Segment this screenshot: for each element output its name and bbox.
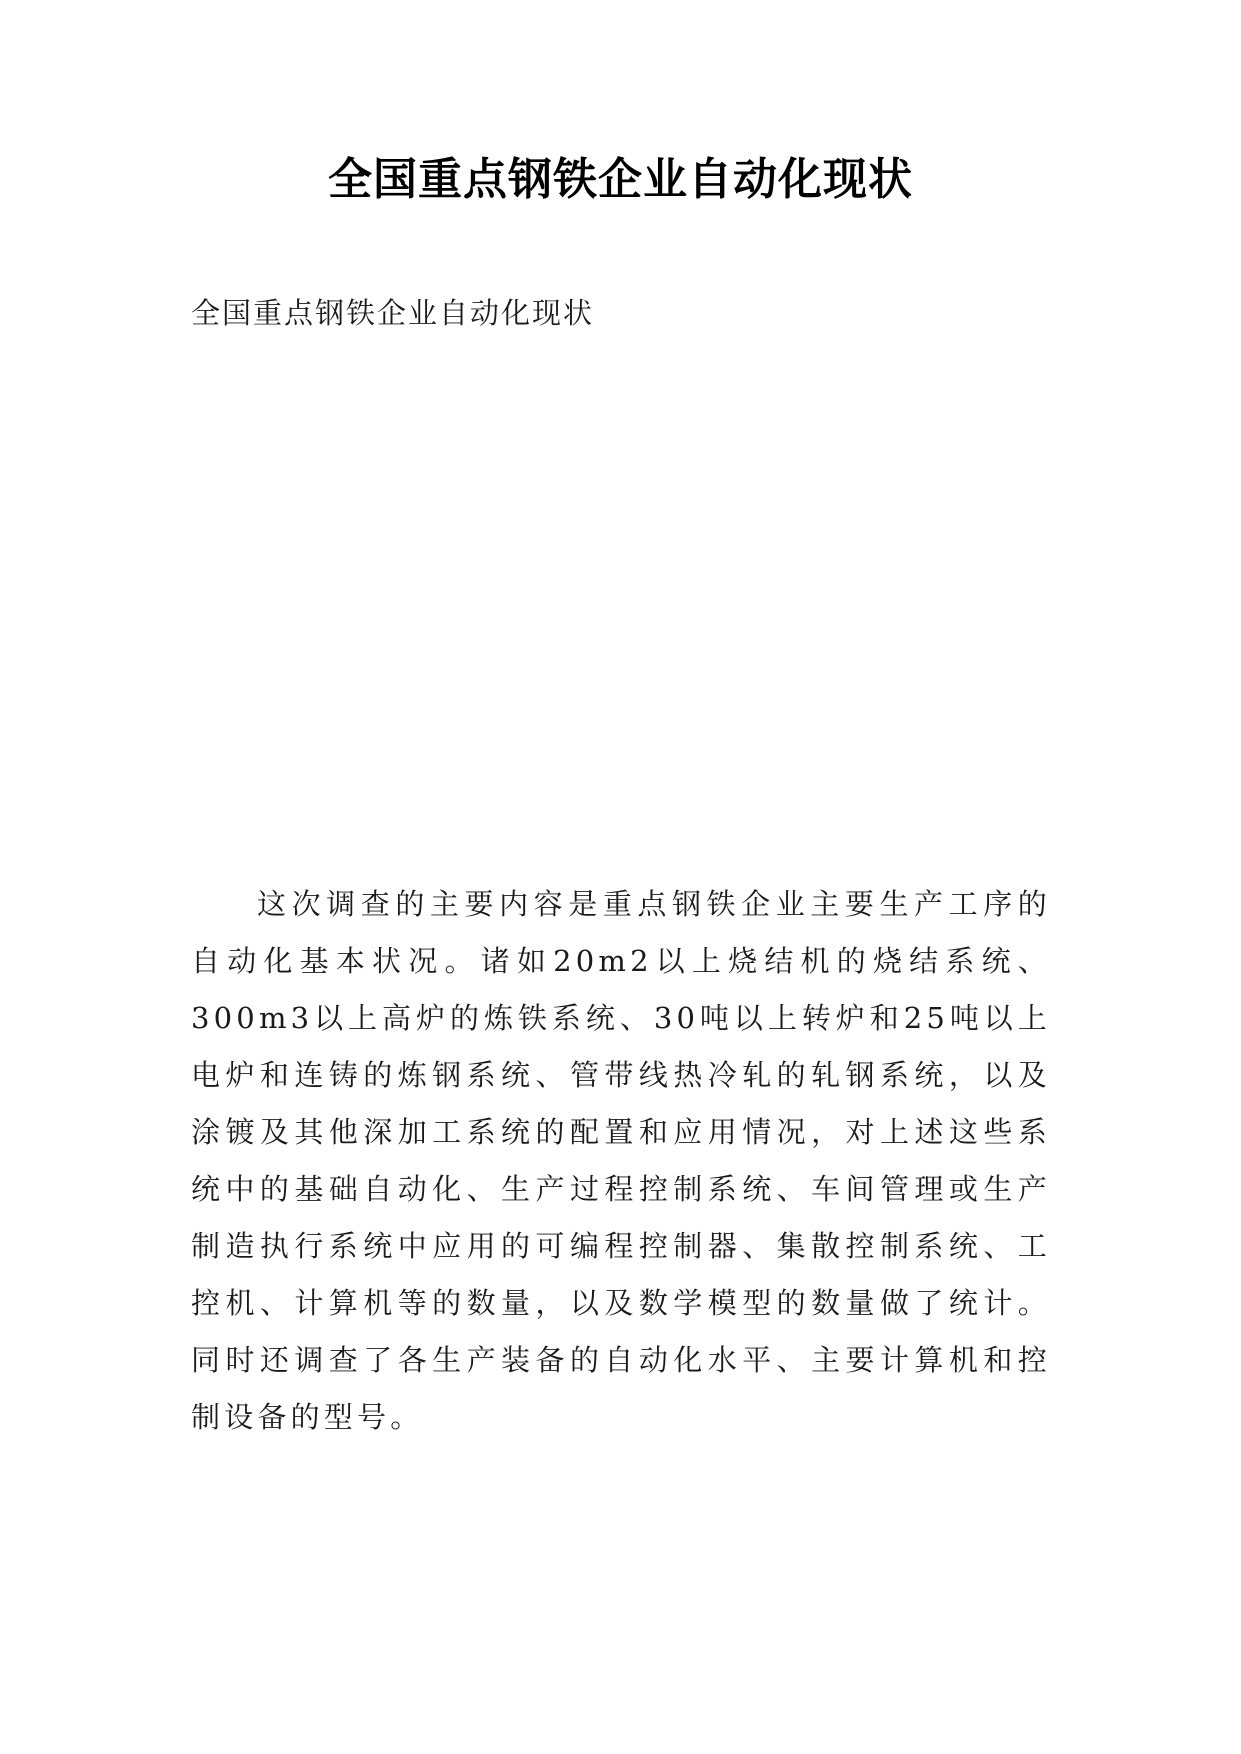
document-subtitle: 全国重点钢铁企业自动化现状 <box>191 296 595 330</box>
body-paragraph: 这次调查的主要内容是重点钢铁企业主要生产工序的自动化基本状况。诸如20m2以上烧结机的烧结系统、300m3以上高炉的炼铁系统、30吨以上转炉和25吨以上电炉和连铸的炼钢系统、管带线热冷轧的轧钢系统，以及涂镀及其他深加工系统的配置和应用情况，对上述这些系统中的基础自动化、生产过程控制系统、车间管理或生产制造执行系统中应用的可编程控制器、集散控制系统、工控机、计算机等的数量，以及数学模型的数量做了统计。同时还调查了各生产装备的自动化水平、主要计算机和控制设备的型号。 <box>191 887 1051 1434</box>
document-title: 全国重点钢铁企业自动化现状 <box>328 154 913 205</box>
